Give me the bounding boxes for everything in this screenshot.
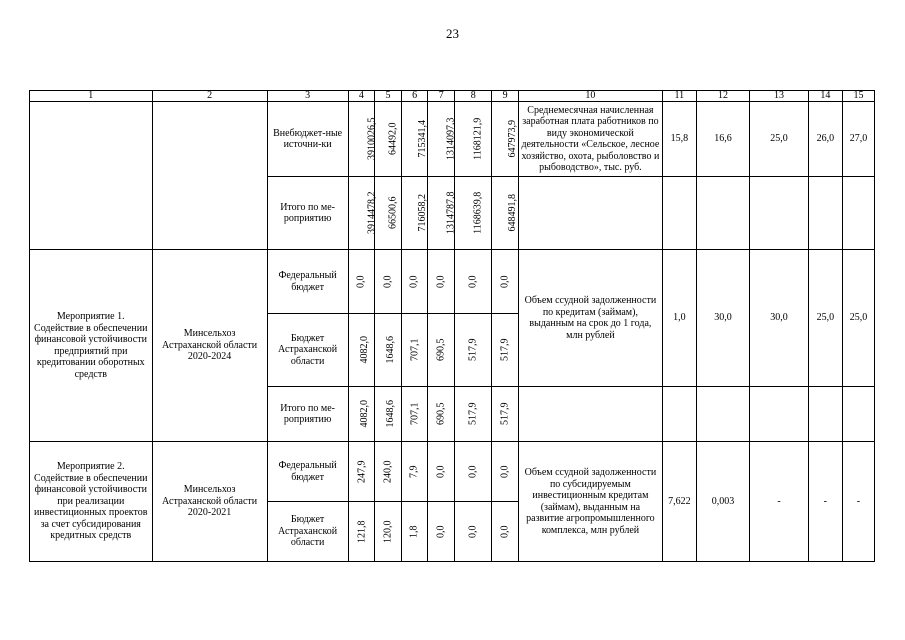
page-number: 23	[446, 26, 459, 41]
amount-value: 690,5	[435, 402, 447, 426]
indicator-value: -	[842, 442, 874, 562]
table-row	[30, 442, 875, 502]
amount-value: 1648,6	[385, 336, 397, 364]
indicator-value: 0,003	[696, 442, 749, 562]
amount-value: 647973,9	[507, 120, 519, 158]
funding-source: Федеральный бюджет	[267, 442, 348, 502]
empty-cell	[662, 387, 696, 442]
amount-value: 0,0	[435, 465, 447, 478]
column-number: 12	[696, 91, 749, 102]
amount-value: 247,9	[356, 460, 368, 483]
indicator-value: 30,0	[750, 250, 809, 387]
amount-value: 1648,6	[385, 400, 397, 428]
amount-value: 517,9	[467, 338, 479, 362]
indicator-value: -	[808, 442, 842, 562]
empty-cell	[750, 387, 809, 442]
funding-source: Внебюджет-ные источни-ки	[267, 102, 348, 177]
indicator-value: 27,0	[842, 102, 874, 177]
event-name: Мероприятие 2. Содействие в обеспечении финансовой устойчивости при реализации инвестиционных проектов за счет субсидирования кредитных средств	[30, 442, 153, 562]
amount-value: 0,0	[355, 275, 367, 288]
column-number: 9	[492, 91, 519, 102]
column-number: 3	[267, 91, 348, 102]
executor-cell	[152, 102, 267, 250]
amount-value: 0,0	[467, 465, 479, 478]
funding-source: Федеральный бюджет	[267, 250, 348, 314]
amount-value: 64492,0	[387, 122, 399, 156]
amount-value: 3914478,2	[366, 191, 378, 235]
amount-value: 0,0	[499, 525, 511, 538]
empty-cell	[842, 387, 874, 442]
amount-value: 517,9	[499, 338, 511, 362]
column-number: 15	[842, 91, 874, 102]
funding-source: Итого по ме-роприятию	[267, 387, 348, 442]
amount-value: 121,8	[356, 520, 368, 543]
empty-cell	[696, 177, 749, 250]
amount-value: 715341,4	[416, 120, 428, 158]
amount-value: 707,1	[409, 338, 421, 362]
empty-cell	[696, 387, 749, 442]
amount-value: 517,9	[467, 402, 479, 426]
indicator-value: 7,622	[662, 442, 696, 562]
amount-value: 690,5	[435, 338, 447, 362]
indicator-value: 25,0	[808, 250, 842, 387]
table-row	[30, 102, 875, 177]
empty-cell	[842, 177, 874, 250]
column-number: 11	[662, 91, 696, 102]
column-number: 8	[455, 91, 492, 102]
column-number: 13	[750, 91, 809, 102]
column-number: 2	[152, 91, 267, 102]
amount-value: 1,8	[408, 525, 420, 538]
event-name-cell	[30, 102, 153, 250]
amount-value: 0,0	[467, 275, 479, 288]
amount-value: 0,0	[435, 525, 447, 538]
amount-value: 0,0	[408, 275, 420, 288]
amount-value: 4082,0	[358, 336, 370, 364]
program-table	[29, 90, 875, 562]
column-number: 5	[375, 91, 402, 102]
amount-value: 716058,2	[416, 194, 428, 232]
executor: Минсельхоз Астраханской области 2020-2024	[152, 250, 267, 442]
column-number: 14	[808, 91, 842, 102]
table-row	[30, 250, 875, 314]
empty-cell	[808, 387, 842, 442]
column-number: 10	[518, 91, 662, 102]
column-number-row	[30, 91, 875, 102]
funding-source: Бюджет Астраханской области	[267, 502, 348, 562]
event-name: Мероприятие 1. Содействие в обеспечении финансовой устойчивости предприятий при кредитовании оборотных средств	[30, 250, 153, 442]
empty-cell	[518, 177, 662, 250]
indicator-description: Среднемесячная начисленная заработная плата работников по виду экономической деятельности «Сельское, лесное хозяйство, охота, рыболовство и рыбоводство», тыс. руб.	[518, 102, 662, 177]
amount-value: 4082,0	[358, 400, 370, 428]
indicator-value: 15,8	[662, 102, 696, 177]
amount-value: 1314787,8	[445, 191, 457, 235]
amount-value: 1168121,9	[472, 117, 484, 161]
amount-value: 648491,8	[507, 194, 519, 232]
amount-value: 1168639,8	[472, 191, 484, 235]
empty-cell	[750, 177, 809, 250]
column-number: 1	[30, 91, 153, 102]
amount-value: 0,0	[499, 465, 511, 478]
amount-value: 0,0	[382, 275, 394, 288]
empty-cell	[518, 387, 662, 442]
amount-value: 0,0	[467, 525, 479, 538]
amount-value: 7,9	[408, 465, 420, 478]
column-number: 6	[401, 91, 428, 102]
amount-value: 120,0	[382, 520, 394, 543]
amount-value: 1314097,3	[445, 117, 457, 161]
empty-cell	[662, 177, 696, 250]
indicator-value: 1,0	[662, 250, 696, 387]
funding-source: Бюджет Астраханской области	[267, 314, 348, 387]
indicator-value: 30,0	[696, 250, 749, 387]
indicator-value: -	[750, 442, 809, 562]
amount-value: 517,9	[499, 402, 511, 426]
amount-value: 0,0	[435, 275, 447, 288]
column-number: 4	[348, 91, 375, 102]
amount-value: 707,1	[409, 402, 421, 426]
indicator-value: 25,0	[750, 102, 809, 177]
executor: Минсельхоз Астраханской области 2020-2021	[152, 442, 267, 562]
indicator-value: 25,0	[842, 250, 874, 387]
indicator-value: 16,6	[696, 102, 749, 177]
empty-cell	[808, 177, 842, 250]
indicator-description: Объем ссудной задолженности по кредитам (займам), выданным на срок до 1 года, млн рублей	[518, 250, 662, 387]
indicator-description: Объем ссудной задолженности по субсидируемым инвестиционным кредитам (займам), выданным на развитие агропромышленного комплекса, млн рублей	[518, 442, 662, 562]
indicator-value: 26,0	[808, 102, 842, 177]
column-number: 7	[428, 91, 455, 102]
amount-value: 3910026,5	[366, 117, 378, 161]
amount-value: 240,0	[382, 460, 394, 483]
amount-value: 66500,6	[387, 196, 399, 230]
amount-value: 0,0	[499, 275, 511, 288]
funding-source: Итого по ме-роприятию	[267, 177, 348, 250]
